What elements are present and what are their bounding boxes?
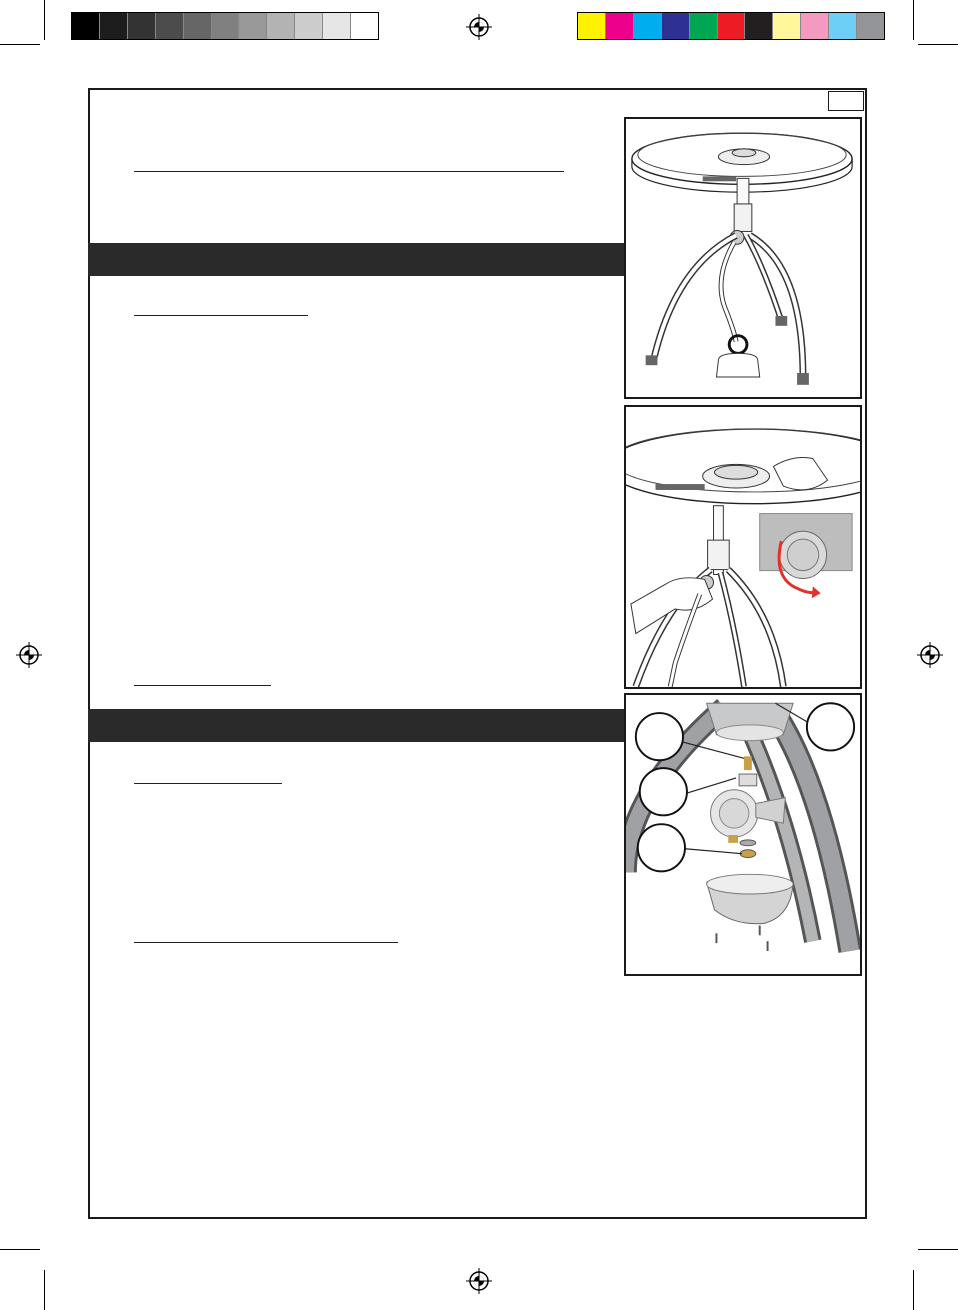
registration-mark-icon-left: [16, 642, 42, 668]
subheading-underline-3: [134, 685, 271, 686]
grayscale-swatch: [323, 13, 351, 39]
section-heading-bar-1: [88, 243, 624, 276]
figure-exploded-valve: [624, 693, 862, 976]
section-heading-1: [88, 251, 100, 268]
grayscale-swatch: [100, 13, 128, 39]
grayscale-swatch: [156, 13, 184, 39]
grayscale-swatch: [239, 13, 267, 39]
process-color-swatch: [773, 13, 801, 39]
figure-assembled-tripod: [624, 117, 862, 399]
subheading-underline-4: [134, 783, 282, 784]
process-color-swatch: [857, 13, 884, 39]
process-color-swatch: [662, 13, 690, 39]
subheading-underline-1: [134, 171, 564, 172]
figure-valve-knob: [624, 405, 862, 689]
grayscale-swatch: [128, 13, 156, 39]
grayscale-color-bar: [71, 12, 379, 40]
grayscale-swatch: [184, 13, 212, 39]
section-heading-2: [88, 717, 100, 734]
grayscale-swatch: [351, 13, 378, 39]
grayscale-swatch: [212, 13, 240, 39]
registration-mark-icon-right: [917, 642, 943, 668]
process-color-swatch: [745, 13, 773, 39]
process-color-swatch: [690, 13, 718, 39]
process-color-bar: [577, 12, 885, 40]
grayscale-swatch: [295, 13, 323, 39]
process-color-swatch: [578, 13, 606, 39]
subheading-underline-5: [134, 942, 398, 943]
process-color-swatch: [634, 13, 662, 39]
process-color-swatch: [801, 13, 829, 39]
grayscale-swatch: [72, 13, 100, 39]
page-number-box: [828, 91, 864, 111]
registration-mark-icon-top: [466, 14, 492, 40]
subheading-underline-2: [134, 315, 308, 316]
registration-mark-icon-bottom: [466, 1268, 492, 1294]
process-color-swatch: [606, 13, 634, 39]
process-color-swatch: [718, 13, 746, 39]
process-color-swatch: [829, 13, 857, 39]
grayscale-swatch: [267, 13, 295, 39]
section-heading-bar-2: [88, 709, 624, 742]
